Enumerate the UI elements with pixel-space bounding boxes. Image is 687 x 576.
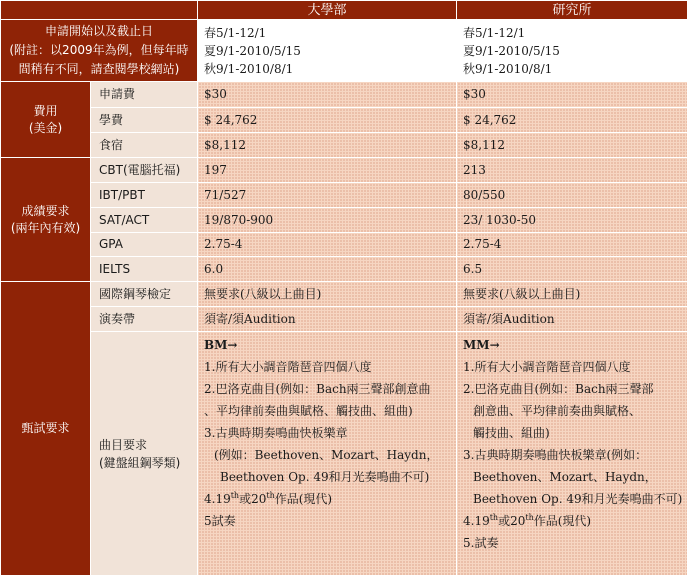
- graduate-item-4-pre: 4.19: [463, 514, 490, 528]
- fee-value-undergrad: $8,112: [198, 133, 457, 158]
- graduate-item-4-mid: 或20: [498, 514, 525, 528]
- audition-label-piano-exam: 國際鋼琴檢定: [91, 282, 198, 307]
- fee-label-application: 申請費: [91, 82, 198, 108]
- undergrad-item-2a: 2.巴洛克曲目(例如：Bach兩三聲部創意曲: [204, 378, 456, 400]
- undergrad-item-4-sup2: th: [266, 491, 274, 500]
- score-value-graduate: 2.75-4: [457, 233, 687, 257]
- fee-row: [1, 133, 687, 158]
- header-row: [1, 1, 687, 20]
- graduate-item-3c: Beethoven Op. 49和月光奏鳴曲不可): [463, 488, 687, 510]
- graduate-item-2a: 2.巴洛克曲目(例如：Bach兩三聲部: [463, 378, 687, 400]
- dates-graduate: [457, 20, 687, 82]
- audition-row: [1, 282, 687, 307]
- fee-value-graduate: $8,112: [457, 133, 687, 158]
- fee-value-graduate: $30: [457, 82, 687, 108]
- dates-label-line3: 間稍有不同，請查閱學校網站): [1, 60, 197, 79]
- score-value-undergrad: 6.0: [198, 257, 457, 282]
- audition-row: [1, 307, 687, 332]
- date-fall-undergrad: 秋9/1-2010/8/1: [204, 60, 456, 78]
- dates-undergrad: [198, 20, 457, 82]
- fee-label-room-board: 食宿: [91, 133, 198, 158]
- fees-category-line2: (美金): [1, 120, 90, 137]
- repertoire-graduate: [457, 332, 687, 576]
- score-value-undergrad: 19/870-900: [198, 208, 457, 233]
- audition-tape-graduate: 須寄/須Audition: [457, 307, 687, 332]
- score-value-undergrad: 197: [198, 158, 457, 183]
- graduate-item-2c: 觸技曲、組曲): [463, 422, 687, 444]
- header-graduate: 研究所: [457, 1, 687, 20]
- date-summer-graduate: 夏9/1-2010/5/15: [463, 42, 687, 60]
- date-fall-graduate: 秋9/1-2010/8/1: [463, 60, 687, 78]
- score-value-undergrad: 71/527: [198, 183, 457, 208]
- dates-row: [1, 20, 687, 82]
- repertoire-label-line2: (鍵盤組鋼琴類): [99, 454, 197, 472]
- undergrad-item-1: 1.所有大小調音階琶音四個八度: [204, 356, 456, 378]
- graduate-degree: MM→: [463, 334, 687, 356]
- graduate-item-4: [463, 510, 687, 532]
- score-label-cbt: CBT(電腦托福): [91, 158, 198, 183]
- graduate-item-4-post: 作品(現代): [534, 514, 591, 528]
- undergrad-item-4: [204, 488, 456, 510]
- undergrad-degree: BM→: [204, 334, 456, 356]
- repertoire-undergrad: [198, 332, 457, 576]
- audition-label-tape: 演奏帶: [91, 307, 198, 332]
- fee-value-undergrad: $ 24,762: [198, 108, 457, 133]
- scores-category: [1, 158, 91, 282]
- date-spring-graduate: 春5/1-12/1: [463, 24, 687, 42]
- repertoire-label-line1: 曲目要求: [99, 436, 197, 454]
- fee-label-tuition: 學費: [91, 108, 198, 133]
- scores-category-line1: 成績要求: [1, 203, 90, 220]
- audition-category: 甄試要求: [1, 282, 91, 576]
- graduate-item-4-sup1: th: [490, 513, 498, 522]
- graduate-item-3a: 3.古典時期奏鳴曲快板樂章(例如：: [463, 444, 687, 466]
- repertoire-row: [1, 332, 687, 576]
- audition-piano-graduate: 無要求(八級以上曲目): [457, 282, 687, 307]
- fee-value-undergrad: $30: [198, 82, 457, 108]
- audition-piano-undergrad: 無要求(八級以上曲目): [198, 282, 457, 307]
- undergrad-item-3a: 3.古典時期奏鳴曲快板樂章: [204, 422, 456, 444]
- header-blank: [1, 1, 198, 20]
- score-row: [1, 257, 687, 282]
- score-label-sat: SAT/ACT: [91, 208, 198, 233]
- score-row: [1, 233, 687, 257]
- graduate-item-3b: Beethoven、Mozart、Haydn，: [463, 466, 687, 488]
- date-summer-undergrad: 夏9/1-2010/5/15: [204, 42, 456, 60]
- undergrad-item-3b: (例如：Beethoven、Mozart、Haydn，: [204, 444, 456, 466]
- fees-category-line1: 費用: [1, 103, 90, 120]
- score-value-graduate: 80/550: [457, 183, 687, 208]
- score-value-graduate: 6.5: [457, 257, 687, 282]
- graduate-item-4-sup2: th: [525, 513, 533, 522]
- graduate-item-1: 1.所有大小調音階琶音四個八度: [463, 356, 687, 378]
- score-label-ibt: IBT/PBT: [91, 183, 198, 208]
- score-row: [1, 183, 687, 208]
- undergrad-item-3c: Beethoven Op. 49和月光奏鳴曲不可): [204, 466, 456, 488]
- dates-label-line1: 申請開始以及截止日: [1, 22, 197, 41]
- score-label-ielts: IELTS: [91, 257, 198, 282]
- undergrad-item-4-sup1: th: [231, 491, 239, 500]
- date-spring-undergrad: 春5/1-12/1: [204, 24, 456, 42]
- undergrad-item-4-mid: 或20: [239, 492, 266, 506]
- fee-row: [1, 82, 687, 108]
- score-value-graduate: 23/ 1030-50: [457, 208, 687, 233]
- undergrad-item-4-post: 作品(現代): [275, 492, 332, 506]
- fee-row: [1, 108, 687, 133]
- score-row: [1, 158, 687, 183]
- graduate-item-5: 5.試奏: [463, 532, 687, 554]
- undergrad-item-5: 5試奏: [204, 510, 456, 532]
- graduate-item-2b: 創意曲、平均律前奏曲與賦格、: [463, 400, 687, 422]
- score-row: [1, 208, 687, 233]
- undergrad-item-2b: 、平均律前奏曲與賦格、觸技曲、組曲): [204, 400, 456, 422]
- score-value-graduate: 213: [457, 158, 687, 183]
- score-label-gpa: GPA: [91, 233, 198, 257]
- undergrad-item-4-pre: 4.19: [204, 492, 231, 506]
- scores-category-line2: (兩年內有效): [1, 220, 90, 237]
- fees-category: [1, 82, 91, 158]
- score-value-undergrad: 2.75-4: [198, 233, 457, 257]
- fee-value-graduate: $ 24,762: [457, 108, 687, 133]
- audition-tape-undergrad: 須寄/須Audition: [198, 307, 457, 332]
- dates-label-line2: (附註：以2009年為例，但每年時: [1, 41, 197, 60]
- repertoire-label: [91, 332, 198, 576]
- dates-label: [1, 20, 198, 82]
- header-undergrad: 大學部: [198, 1, 457, 20]
